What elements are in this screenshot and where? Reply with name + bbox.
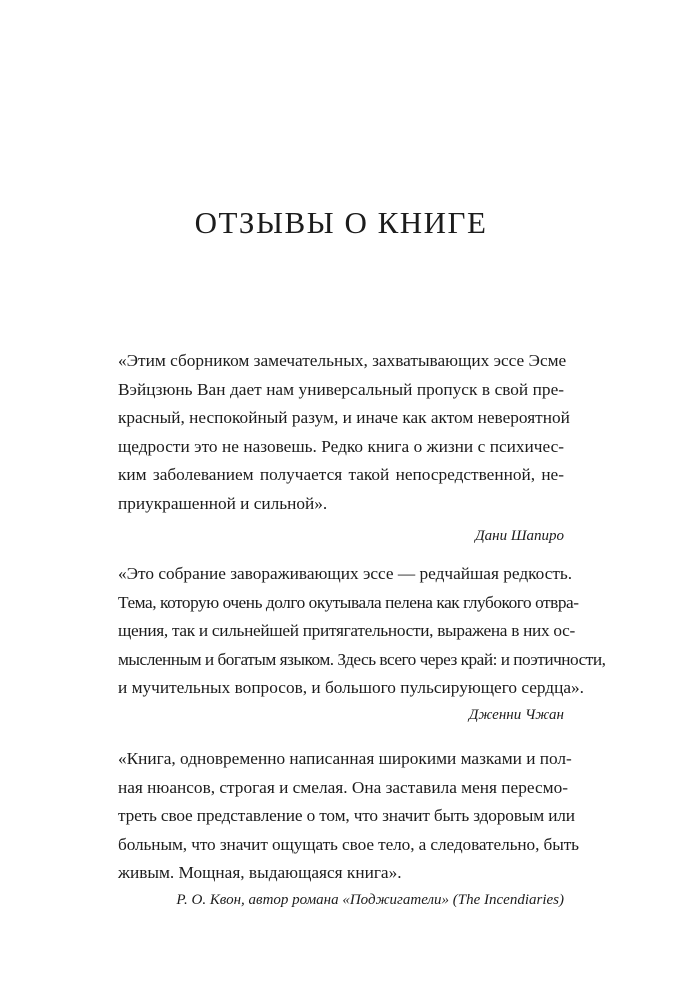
- review-author: Р. О. Квон, автор романа «Поджигатели» (The Incendiaries): [176, 891, 564, 908]
- review-block: [118, 347, 570, 548]
- quote-line: треть свое представление о том, что значит быть здоровым или: [118, 806, 575, 825]
- quote-line: мысленным и богатым языком. Здесь всего через край: и поэтичности,: [118, 649, 606, 669]
- quote-line: «Это собрание завораживающих эссе — редчайшая редкость.: [118, 564, 573, 583]
- quote-line: приукрашенной и сильной».: [118, 493, 328, 513]
- quote-line: ким заболеванием получается такой непосредственной, не-: [118, 465, 564, 484]
- quote-line: Вэйцзюнь Ван дает нам универсальный пропуск в свой пре-: [118, 379, 564, 399]
- quote-line: больным, что значит ощущать свое тело, а следовательно, быть: [118, 834, 579, 854]
- review-block: [118, 745, 579, 912]
- review-quote: [118, 347, 570, 518]
- quote-line: «Этим сборником замечательных, захватывающих эссе Эсме: [118, 351, 567, 370]
- quote-line: ная нюансов, строгая и смелая. Она заставила меня пересмо-: [118, 777, 568, 797]
- review-quote: [118, 745, 579, 888]
- review-block: [118, 560, 606, 727]
- quote-line: живым. Мощная, выдающаяся книга».: [118, 863, 402, 882]
- quote-line: щения, так и сильнейшей притягательности, выражена в них ос-: [118, 621, 575, 640]
- review-author: Дани Шапиро: [475, 528, 564, 544]
- quote-line: Тема, которую очень долго окутывала пелена как глубокого отвра-: [118, 592, 579, 612]
- review-quote: [118, 560, 606, 703]
- quote-line: красный, неспокойный разум, и иначе как актом невероятной: [118, 408, 570, 427]
- quote-line: «Книга, одновременно написанная широкими мазками и пол-: [118, 749, 572, 768]
- page-title: ОТЗЫВЫ О КНИГЕ: [194, 205, 488, 240]
- review-author: Дженни Чжан: [468, 706, 564, 723]
- quote-line: и мучительных вопросов, и большого пульсирующего сердца».: [118, 678, 584, 697]
- quote-line: щедрости это не назовешь. Редко книга о жизни с психичес-: [118, 436, 564, 456]
